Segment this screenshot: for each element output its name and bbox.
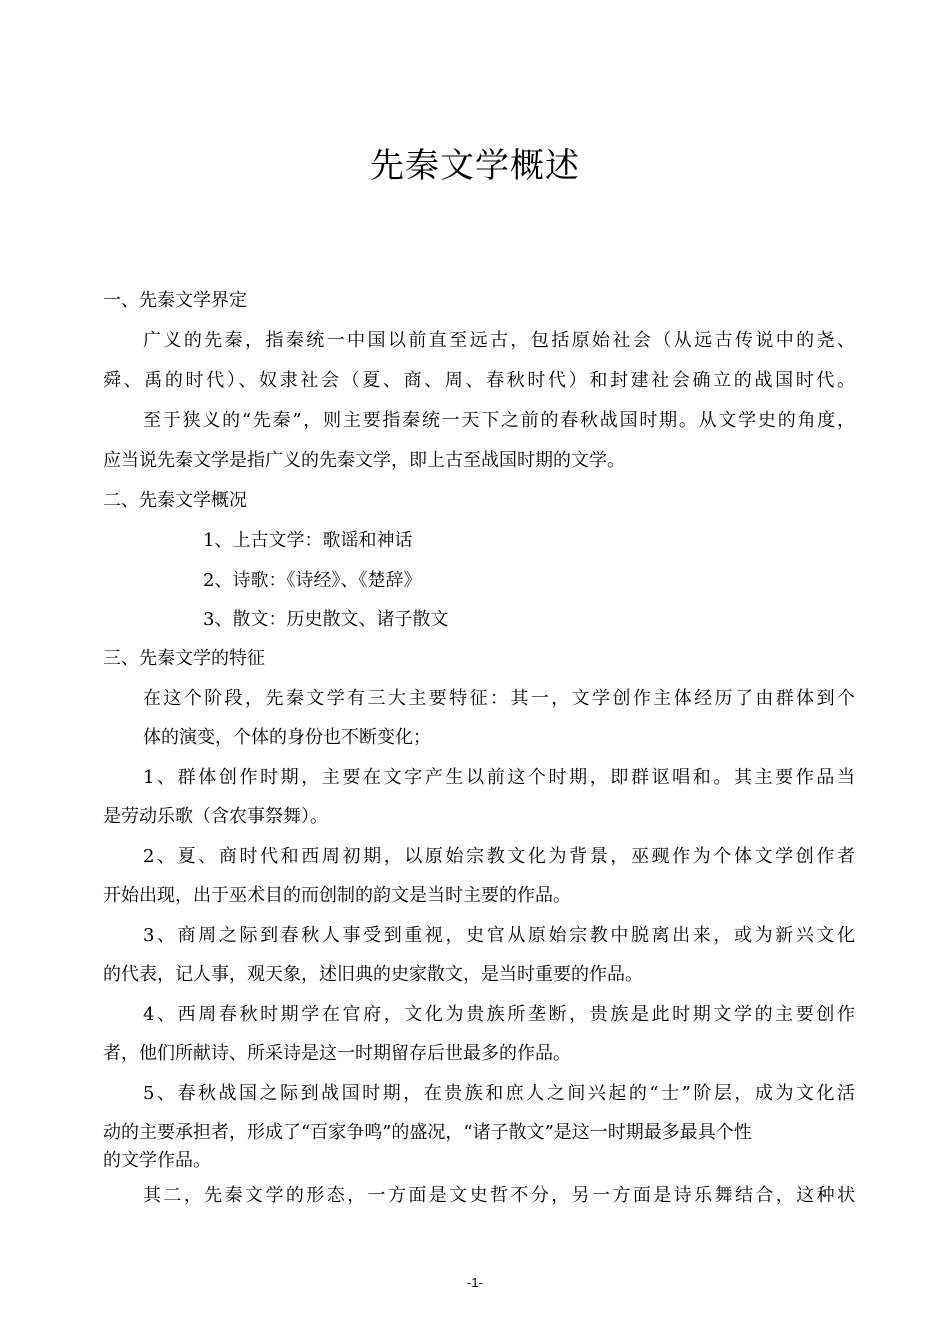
section-heading: 一、先秦文学界定 [103,290,247,311]
paragraph-line: 开始出现，出于巫术目的而创制的韵文是当时主要的作品。 [103,885,571,906]
paragraph-line: 体的演变，个体的身份也不断变化； [143,727,431,748]
document-title: 先秦文学概述 [370,146,580,186]
section-heading: 三、先秦文学的特征 [103,648,265,669]
paragraph-line: 舜、禹的时代）、奴隶社会（夏、商、周、春秋时代）和封建社会确立的战国时代。 [103,370,855,391]
paragraph-line: 广义的先秦，指秦统一中国以前直至远古，包括原始社会（从远古传说中的尧、 [143,330,855,351]
paragraph-line: 其二，先秦文学的形态，一方面是文史哲不分，另一方面是诗乐舞结合，这种状 [143,1185,855,1206]
list-item: 3、散文：历史散文、诸子散文 [203,609,449,630]
paragraph-line: 4、西周春秋时期学在官府，文化为贵族所垄断，贵族是此时期文学的主要创作 [143,1004,855,1025]
paragraph-line: 应当说先秦文学是指广义的先秦文学，即上古至战国时期的文学。 [103,450,625,471]
page-number: -1- [467,1275,483,1290]
paragraph-line: 在这个阶段，先秦文学有三大主要特征：其一，文学创作主体经历了由群体到个 [143,688,855,709]
paragraph-line: 的代表，记人事，观天象，述旧典的史家散文，是当时重要的作品。 [103,964,643,985]
paragraph-line: 3、商周之际到春秋人事受到重视，史官从原始宗教中脱离出来，或为新兴文化 [143,925,855,946]
paragraph-line: 至于狭义的“先秦”，则主要指秦统一天下之前的春秋战国时期。从文学史的角度， [143,410,855,431]
paragraph-line: 的文学作品。 [103,1150,211,1171]
paragraph-line: 动的主要承担者，形成了“百家争鸣”的盛况，“诸子散文”是这一时期最多最具个性 [103,1122,752,1143]
paragraph-line: 2、夏、商时代和西周初期，以原始宗教文化为背景，巫觋作为个体文学创作者 [143,846,855,867]
list-item: 1、上古文学：歌谣和神话 [203,530,413,551]
list-item: 2、诗歌：《诗经》、《楚辞》 [203,570,422,591]
section-heading: 二、先秦文学概况 [103,490,247,511]
paragraph-line: 是劳动乐歌（含农事祭舞）。 [103,806,328,827]
paragraph-line: 者，他们所献诗、所采诗是这一时期留存后世最多的作品。 [103,1043,571,1064]
paragraph-line: 5、春秋战国之际到战国时期，在贵族和庶人之间兴起的“士”阶层，成为文化活 [143,1083,855,1104]
paragraph-line: 1、群体创作时期，主要在文字产生以前这个时期，即群讴唱和。其主要作品当 [143,767,855,788]
